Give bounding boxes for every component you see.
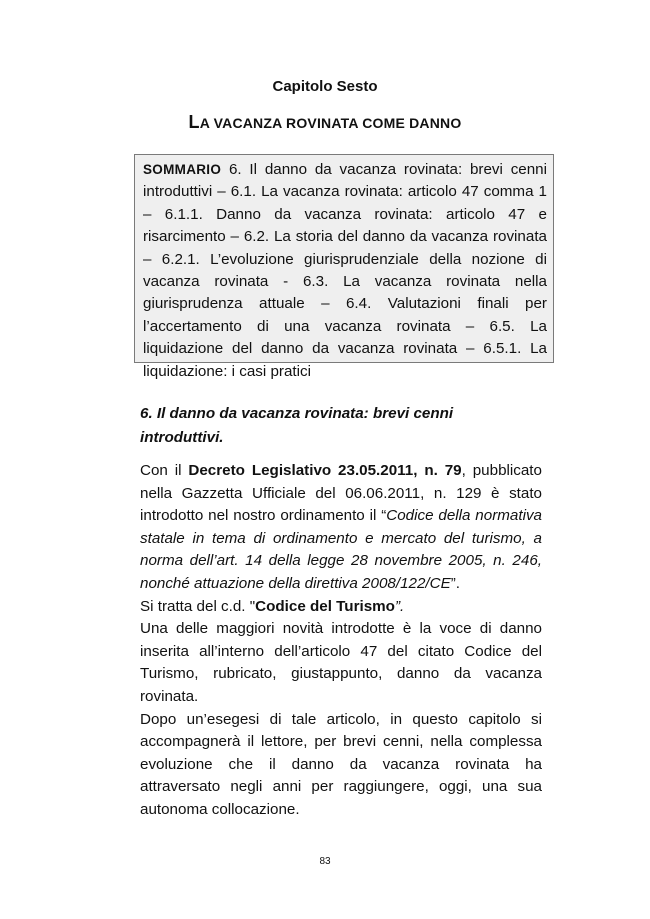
page-number: 83 bbox=[319, 856, 331, 867]
p2-text-b: ”. bbox=[394, 597, 405, 615]
p1-text-b: , pubblicato nella Gazzetta Ufficiale del 06.06.2011, n. 129 è stato introdotto nel nostro ordinamento il “ bbox=[140, 462, 542, 525]
paragraph-1 bbox=[140, 460, 542, 596]
paragraph-3: Una delle maggiori novità introdotte è la voce di danno inserita all’interno dell’articolo 47 del citato Codice del Turismo, rubricato, giustappunto, danno da vacanza rovinata. bbox=[140, 620, 542, 705]
decree-reference: Decreto Legislativo 23.05.2011, n. 79 bbox=[188, 462, 462, 479]
summary-lead: SOMMARIO bbox=[143, 162, 222, 177]
chapter-label: Capitolo Sesto bbox=[272, 78, 378, 95]
body-text bbox=[140, 460, 542, 822]
chapter-title-initial: L bbox=[188, 112, 200, 132]
p1-text-c: ”. bbox=[450, 574, 461, 592]
summary-box bbox=[134, 154, 554, 380]
p2-text-a: Si tratta del c.d. " bbox=[140, 597, 256, 615]
chapter-title-rest: A VACANZA ROVINATA COME DANNO bbox=[199, 115, 462, 131]
section-heading: 6. Il danno da vacanza rovinata: brevi cenni introduttivi. bbox=[140, 405, 454, 446]
chapter-title bbox=[0, 112, 650, 133]
code-full-title: Codice della normativa statale in tema di ordinamento e mercato del turismo, a norma dell’art. 14 della legge 28 novembre 2005, n. 246, nonché attuazione della direttiva 2008/122/CE bbox=[140, 507, 542, 592]
paragraph-2 bbox=[140, 596, 542, 619]
paragraph-4: Dopo un’esegesi di tale articolo, in questo capitolo si accompagnerà il lettore, per brevi cenni, nella complessa evoluzione che il danno da vacanza rovinata ha attraversato negli anni per raggiungere, oggi, una sua autonoma collocazione. bbox=[140, 710, 542, 818]
summary-contents: 6. Il danno da vacanza rovinata: brevi cenni introduttivi – 6.1. La vacanza rovinata: articolo 47 comma 1 – 6.1.1. Danno da vacanza rovinata: articolo 47 e risarcimento – 6.2. La storia del danno da vacanza rovinata – 6.2.1. L’evoluzione giurisprudenziale della nozione di vacanza rovinata - 6.3. La vacanza rovinata nella giurisprudenza attuale – 6.4. Valutazioni finali per l’accertamento di una vacanza rovinata – 6.5. La liquidazione del danno da vacanza rovinata – 6.5.1. La liquidazione: i casi pratici bbox=[143, 161, 547, 380]
code-short-name: Codice del Turismo bbox=[255, 597, 395, 615]
summary-text bbox=[143, 159, 547, 383]
p1-text-a: Con il bbox=[140, 462, 189, 479]
